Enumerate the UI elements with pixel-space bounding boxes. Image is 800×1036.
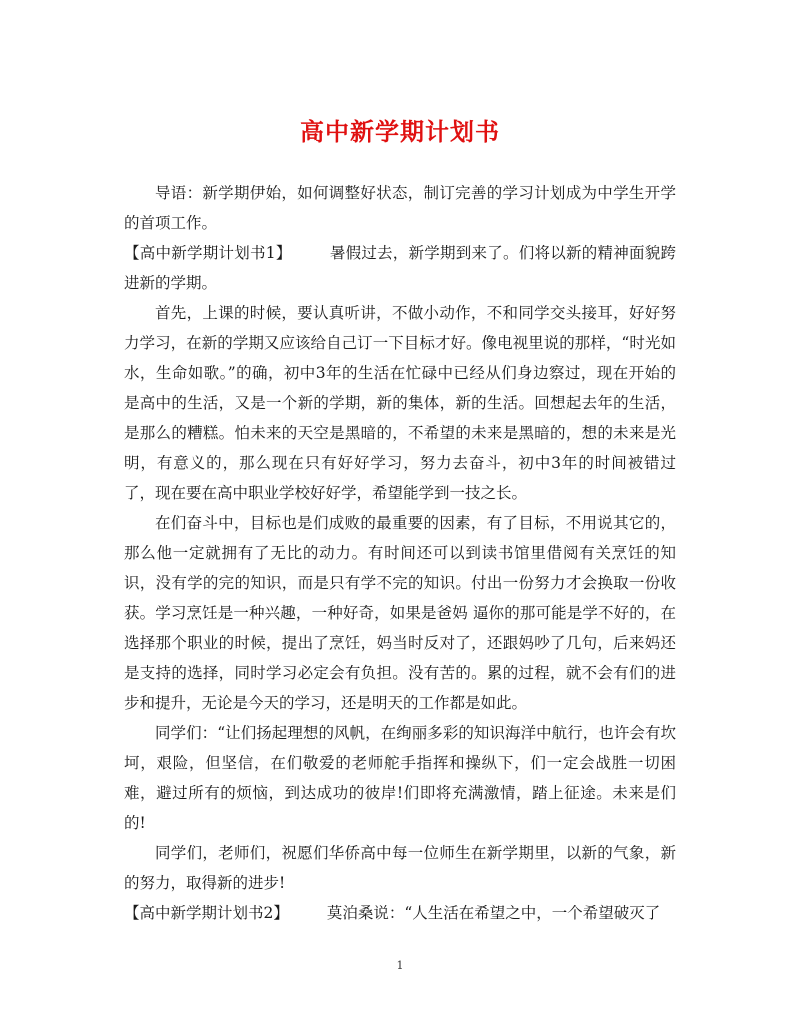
section-1-opening-text: 暑假过去，新学期到来了。们将以新的精神面貌跨进新的学期。 bbox=[124, 244, 676, 292]
section-label-1: 【高中新学期计划书1】 bbox=[124, 244, 292, 262]
section-heading-1 bbox=[124, 238, 676, 298]
document-title: 高中新学期计划书 bbox=[300, 117, 500, 146]
body-paragraph: 同学们：“让们扬起理想的风帆，在绚丽多彩的知识海洋中航行，也许会有坎坷，艰险，但坚信，在们敬爱的老师舵手指挥和操纵下，们一定会战胜一切困难，避过所有的烦恼，到达成功的彼岸!们即将充满激情，踏上征途。未来是们的! bbox=[124, 724, 676, 832]
body-paragraph: 首先，上课的时候，要认真听讲，不做小动作，不和同学交头接耳，好好努力学习，在新的学期又应该给自己订一下目标才好。像电视里说的那样，“时光如水，生命如歌。”的确，初中3年的生活在忙碌中已经从们身边察过，现在开始的是高中的生活，又是一个新的学期，新的集体，新的生活。回想起去年的生活，是那么的糟糕。怕未来的天空是黑暗的，不希望的未来是黑暗的，想的未来是光明，有意义的，那么现在只有好好学习，努力去奋斗，初中3年的时间被错过了，现在要在高中职业学校好好学，希望能学到一技之长。 bbox=[124, 304, 676, 502]
section-heading-2 bbox=[124, 898, 676, 928]
document-body bbox=[124, 178, 676, 928]
intro-paragraph: 导语：新学期伊始，如何调整好状态，制订完善的学习计划成为中学生开学的首项工作。 bbox=[124, 184, 676, 232]
page-number: 1 bbox=[396, 959, 404, 972]
section-2-opening-text: 莫泊桑说：“人生活在希望之中，一个希望破灭了 bbox=[326, 904, 661, 922]
body-paragraph: 在们奋斗中，目标也是们成败的最重要的因素，有了目标，不用说其它的，那么他一定就拥有了无比的动力。有时间还可以到读书馆里借阅有关烹饪的知识，没有学的完的知识，而是只有学不完的知识。付出一份努力才会换取一份收获。学习烹饪是一种兴趣，一种好奇，如果是爸妈 逼你的那可能是学不好的，在选择那个职业的时候，提出了烹饪，妈当时反对了，还跟妈吵了几句，后来妈还是支持的选择，同时学习必定会有负担。没有苦的。累的过程，就不会有们的进步和提升，无论是今天的学习，还是明天的工作都是如此。 bbox=[124, 514, 676, 712]
section-label-2: 【高中新学期计划书2】 bbox=[124, 904, 289, 922]
body-paragraph: 同学们，老师们，祝愿们华侨高中每一位师生在新学期里，以新的气象，新的努力，取得新的进步! bbox=[124, 844, 676, 892]
